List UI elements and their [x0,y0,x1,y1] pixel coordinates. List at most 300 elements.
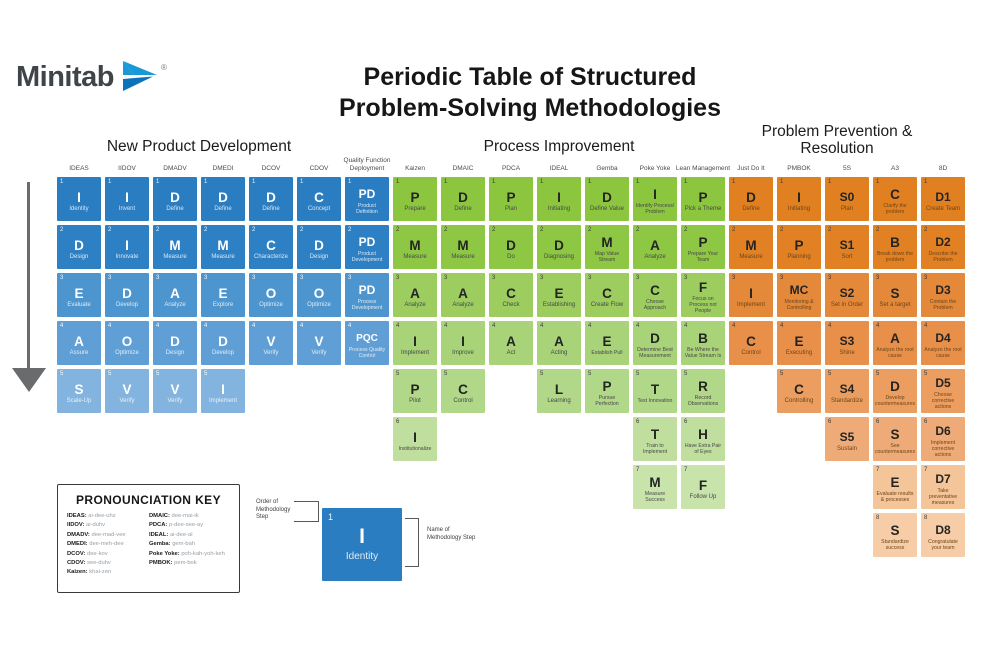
cell-order: 4 [828,323,832,329]
cell-step-name: Pursue Perfection [595,395,619,407]
cell-step-name: Congratulate your team [928,539,958,551]
methodology-cell [153,225,197,269]
cell-step-name: Follow Up [689,493,717,500]
cell-order: 7 [636,467,640,473]
methodology-cell [873,321,917,365]
cell-step-name: Focus on Process not People [689,296,717,314]
cell-symbol: M [745,237,757,253]
cell-order: 2 [252,227,256,233]
cell-symbol: D [314,237,324,253]
cell-symbol: S1 [839,237,855,252]
methodology-cell [105,177,149,221]
cell-order: 3 [300,275,304,281]
cell-order: 4 [204,323,208,329]
cell-step-name: Define [262,205,280,212]
cell-symbol: I [653,187,657,202]
cell-order: 5 [540,371,544,377]
methodology-cell [105,321,149,365]
cell-step-name: Standardize [830,397,864,404]
cell-step-name: Controlling [784,397,814,404]
cell-order: 2 [636,227,640,233]
cell-order: 3 [444,275,448,281]
cell-order: 3 [780,275,784,281]
cell-symbol: D [122,285,132,301]
methodology-cell [249,321,293,365]
cell-order: 3 [492,275,496,281]
methodology-cell [537,225,581,269]
methodology-cell [873,369,917,413]
methodology-cell [777,369,821,413]
methodology-cell [921,225,965,269]
cell-order: 6 [828,419,832,425]
cell-order: 1 [924,179,928,185]
section-header-new-product-development: New Product Development [106,138,292,155]
cell-order: 7 [924,467,928,473]
cell-step-name: Optimize [307,301,331,308]
cell-order: 1 [828,179,832,185]
cell-symbol: PD [358,187,376,201]
cell-symbol: D5 [935,376,951,390]
cell-symbol: P [698,189,708,205]
cell-symbol: F [698,477,708,493]
methodology-cell [105,225,149,269]
methodology-cell [633,225,677,269]
cell-order: 5 [108,371,112,377]
cell-symbol: D3 [935,283,951,297]
cell-symbol: D6 [935,424,951,438]
cell-step-name: Executing [785,349,813,356]
cell-step-name: Product Development [351,251,383,263]
methodology-cell [585,177,629,221]
cell-symbol: M [457,237,469,253]
cell-step-name: Planning [787,253,811,260]
methodology-cell [537,369,581,413]
cell-order: 5 [396,371,400,377]
cell-symbol: F [698,280,708,295]
cell-symbol: C [266,237,276,253]
methodology-cell [681,369,725,413]
cell-step-name: Define [166,205,184,212]
methodology-cell [873,225,917,269]
cell-symbol: P [506,189,516,205]
cell-symbol: V [266,333,276,349]
column-header: PMBOK [787,164,811,172]
cell-step-name: Map Value Stream [594,251,620,263]
cell-symbol: I [557,189,561,205]
methodology-cell [57,177,101,221]
minitab-wordmark: Minitab [16,61,114,93]
legend-cell-order: 1 [328,512,334,522]
cell-step-name: Analyze the root cause [876,347,914,359]
pronunciation-entry: CDOV: see-duhv [67,560,111,567]
cell-step-name: Measure [163,253,187,260]
legend-cell-step-name: Identity [345,551,379,562]
cell-symbol: A [506,333,516,349]
methodology-cell [57,369,101,413]
cell-step-name: Analyze [404,301,426,308]
methodology-cell [777,273,821,317]
cell-step-name: Create Flow [590,301,624,308]
cell-step-name: Define [214,205,232,212]
cell-order: 4 [924,323,928,329]
methodology-cell [873,417,917,461]
methodology-cell [201,321,245,365]
cell-order: 1 [732,179,736,185]
down-arrow-head [12,368,46,392]
cell-symbol: V [314,333,324,349]
cell-step-name: Process Quality Control [348,347,386,359]
column-header: Lean Management [675,164,731,172]
methodology-cell [633,369,677,413]
cell-symbol: D [170,333,180,349]
cell-step-name: Verify [311,349,327,356]
cell-step-name: Develop [211,349,234,356]
cell-symbol: S [890,523,900,538]
cell-order: 3 [252,275,256,281]
cell-symbol: S [890,285,900,301]
cell-step-name: Product Definition [356,203,378,215]
cell-step-name: Standardize success [881,539,909,551]
pronunciation-entry: PDCA: p-dee-see-ay [149,522,204,529]
cell-symbol: E [890,475,900,490]
cell-symbol: D [170,189,180,205]
cell-step-name: Take preventative measures [928,488,958,506]
cell-symbol: R [698,379,708,394]
cell-symbol: T [650,427,660,442]
cell-step-name: Measure Success [644,491,666,503]
cell-symbol: C [794,381,804,397]
cell-order: 6 [636,419,640,425]
cell-order: 2 [396,227,400,233]
methodology-cell [249,177,293,221]
methodology-cell [489,273,533,317]
pronunciation-key-right-column [149,512,231,578]
methodology-cell [105,273,149,317]
cell-step-name: Analyze [452,301,474,308]
pronunciation-entry: IIDOV: ai-duhv [67,522,106,529]
methodology-cell [921,417,965,461]
minitab-logo [16,58,167,97]
methodology-cell [777,225,821,269]
cell-symbol: M [169,237,181,253]
cell-symbol: C [506,285,516,301]
cell-order: 1 [60,179,64,185]
cell-symbol: S5 [839,429,855,444]
cell-symbol: V [122,381,132,397]
cell-order: 5 [876,371,880,377]
cell-symbol: I [749,285,753,301]
cell-step-name: Improve [452,349,474,356]
methodology-cell [345,177,389,221]
cell-symbol: I [125,189,129,205]
cell-step-name: Record Observations [687,395,719,407]
cell-step-name: Plan [504,205,517,212]
cell-step-name: Measure [451,253,475,260]
cell-symbol: I [125,237,129,253]
cell-step-name: Optimize [115,349,139,356]
cell-order: 2 [828,227,832,233]
methodology-cell [153,369,197,413]
methodology-cell [441,273,485,317]
cell-symbol: C [314,189,324,205]
cell-step-name: Prepare [404,205,426,212]
cell-step-name: Diagnosing [543,253,575,260]
methodology-cell [921,273,965,317]
methodology-cell [297,177,341,221]
cell-symbol: A [410,285,420,301]
cell-step-name: Choose Approach [643,299,667,311]
cell-step-name: Contain the Problem [929,299,957,311]
legend-name-label: Name of Methodology Step [427,527,476,541]
column-header: Poke Yoke [639,164,671,172]
cell-symbol: D8 [935,523,951,537]
methodology-cell [441,225,485,269]
methodology-cell [393,369,437,413]
methodology-cell [681,225,725,269]
cell-order: 7 [876,467,880,473]
poster-title-line1: Periodic Table of Structured [363,63,697,91]
cell-step-name: Scale-Up [66,397,92,404]
cell-step-name: Measure [211,253,235,260]
cell-symbol: D [602,189,612,205]
methodology-cell [777,321,821,365]
methodology-cell [57,321,101,365]
cell-order: 4 [732,323,736,329]
cell-symbol: P [410,381,420,397]
cell-symbol: L [554,381,564,397]
methodology-cell [201,177,245,221]
cell-order: 5 [636,371,640,377]
cell-step-name: Choose corrective actions [931,392,955,410]
methodology-cell [777,177,821,221]
cell-step-name: Pilot [409,397,421,404]
methodology-cell [825,273,869,317]
column-header: Quality Function Deployment [343,157,391,172]
cell-order: 4 [588,323,592,329]
cell-order: 2 [444,227,448,233]
pronunciation-key-left-column [67,512,149,578]
cell-step-name: Break down the problem [876,251,914,263]
cell-order: 1 [444,179,448,185]
methodology-cell [393,177,437,221]
methodology-cell [729,321,773,365]
section-header-process-improvement: Process Improvement [483,138,635,155]
cell-step-name: Plan [840,205,853,212]
methodology-cell [921,321,965,365]
methodology-cell [201,369,245,413]
cell-symbol: I [221,381,225,397]
methodology-cell [633,273,677,317]
cell-step-name: Acting [550,349,568,356]
cell-order: 7 [684,467,688,473]
cell-order: 1 [684,179,688,185]
cell-step-name: Describe the Problem [928,251,958,263]
pronunciation-key-columns [58,507,239,578]
cell-order: 4 [108,323,112,329]
cell-step-name: Evaluate [67,301,91,308]
methodology-cell [681,321,725,365]
column-header: A3 [891,164,899,172]
cell-order: 1 [204,179,208,185]
methodology-cell [297,273,341,317]
cell-order: 4 [348,323,352,329]
cell-order: 3 [636,275,640,281]
methodology-cell [873,513,917,557]
methodology-cell [537,177,581,221]
cell-order: 3 [156,275,160,281]
cell-order: 3 [828,275,832,281]
cell-order: 6 [684,419,688,425]
cell-order: 3 [684,275,688,281]
cell-step-name: See countermeasures [874,443,916,455]
methodology-cell [585,273,629,317]
methodology-cell [921,177,965,221]
cell-symbol: D [890,379,900,394]
cell-step-name: Sort [841,253,853,260]
methodology-cell [537,273,581,317]
cell-step-name: Innovate [115,253,139,260]
cell-order: 4 [540,323,544,329]
cell-symbol: C [458,381,468,397]
cell-step-name: Control [741,349,761,356]
cell-order: 5 [156,371,160,377]
cell-step-name: Measure [403,253,427,260]
cell-order: 2 [924,227,928,233]
cell-step-name: Verify [167,397,183,404]
pronunciation-entry: IDEAS: ai-dee-uhz [67,513,116,519]
cell-order: 5 [588,371,592,377]
pronunciation-key-title: PRONOUNCIATION KEY [76,493,221,507]
cell-step-name: Analyze [644,253,666,260]
pronunciation-entry: Kaizen: khai-zen [67,569,112,576]
cell-step-name: Explore [212,301,234,308]
cell-step-name: Act [506,349,516,356]
column-header: 8D [938,164,948,172]
cell-symbol: S2 [839,285,855,300]
cell-order: 2 [780,227,784,233]
methodology-cell [729,273,773,317]
cell-symbol: D [74,237,84,253]
cell-order: 5 [780,371,784,377]
legend-cell-symbol: I [359,525,365,548]
cell-order: 3 [204,275,208,281]
cell-order: 2 [876,227,880,233]
cell-symbol: C [746,333,756,349]
cell-order: 1 [348,179,352,185]
cell-step-name: Establishing [542,301,576,308]
cell-step-name: Create Team [925,205,961,212]
cell-symbol: C [890,187,900,202]
cell-order: 3 [924,275,928,281]
cell-symbol: D [218,189,228,205]
cell-symbol: I [797,189,801,205]
pronunciation-entry: DCOV: dee-kov [67,550,108,557]
cell-step-name: Control [453,397,473,404]
cell-order: 4 [636,323,640,329]
cell-symbol: D [746,189,756,205]
cell-symbol: A [554,333,564,349]
cell-symbol: M [649,475,661,490]
cell-symbol: I [77,189,81,205]
cell-order: 5 [828,371,832,377]
cell-order: 2 [732,227,736,233]
methodology-cell [825,369,869,413]
cell-symbol: A [650,237,660,253]
cell-symbol: P [602,379,612,394]
minitab-arrow-icon [122,59,160,98]
column-header: DMADV [163,164,187,172]
cell-symbol: S [74,381,84,397]
cell-order: 6 [924,419,928,425]
pronunciation-entry: Gemba: gem-bah [149,541,196,548]
column-header: Gemba [596,164,618,172]
cell-order: 2 [108,227,112,233]
cell-order: 1 [492,179,496,185]
cell-symbol: E [74,285,84,301]
methodology-cell [345,225,389,269]
methodology-cell [393,417,437,461]
methodology-cell [633,321,677,365]
cell-step-name: Verify [119,397,135,404]
cell-step-name: Verify [263,349,279,356]
cell-symbol: M [409,237,421,253]
cell-step-name: Determine Best Measurement [637,347,673,359]
column-header: CDOV [309,164,329,172]
cell-step-name: Identity [69,205,89,212]
cell-step-name: Evaluate results & processes [876,491,914,503]
cell-symbol: A [170,285,180,301]
cell-step-name: Implement [736,301,765,308]
methodology-cell [489,177,533,221]
methodology-cell [681,273,725,317]
cell-step-name: Invent [118,205,136,212]
cell-order: 1 [540,179,544,185]
cell-symbol: A [74,333,84,349]
registered-mark: ® [161,63,167,72]
methodology-cell [681,417,725,461]
cell-order: 1 [396,179,400,185]
cell-order: 6 [396,419,400,425]
cell-symbol: D1 [935,189,951,204]
cell-order: 3 [732,275,736,281]
methodology-cell [585,369,629,413]
methodology-cell [489,321,533,365]
cell-order: 5 [204,371,208,377]
cell-symbol: MC [789,283,809,297]
cell-order: 1 [300,179,304,185]
cell-symbol: O [121,333,133,349]
cell-order: 5 [60,371,64,377]
cell-step-name: Do [507,253,515,260]
cell-symbol: S0 [839,189,855,204]
cell-symbol: A [890,331,900,346]
column-header: IIDOV [118,164,136,172]
cell-step-name: Clarify the problem [883,203,907,215]
cell-symbol: PD [358,235,376,249]
cell-symbol: D [506,237,516,253]
cell-step-name: Process Development [351,299,383,311]
column-header: 5S [843,164,851,172]
cell-order: 3 [348,275,352,281]
cell-symbol: PQC [356,333,378,344]
pronunciation-entry: DMAIC: dee-mai-ik [149,513,199,519]
cell-symbol: D [218,333,228,349]
cell-step-name: Design [309,253,329,260]
cell-order: 2 [588,227,592,233]
methodology-cell [681,465,725,509]
methodology-cell [729,177,773,221]
cell-symbol: D [266,189,276,205]
